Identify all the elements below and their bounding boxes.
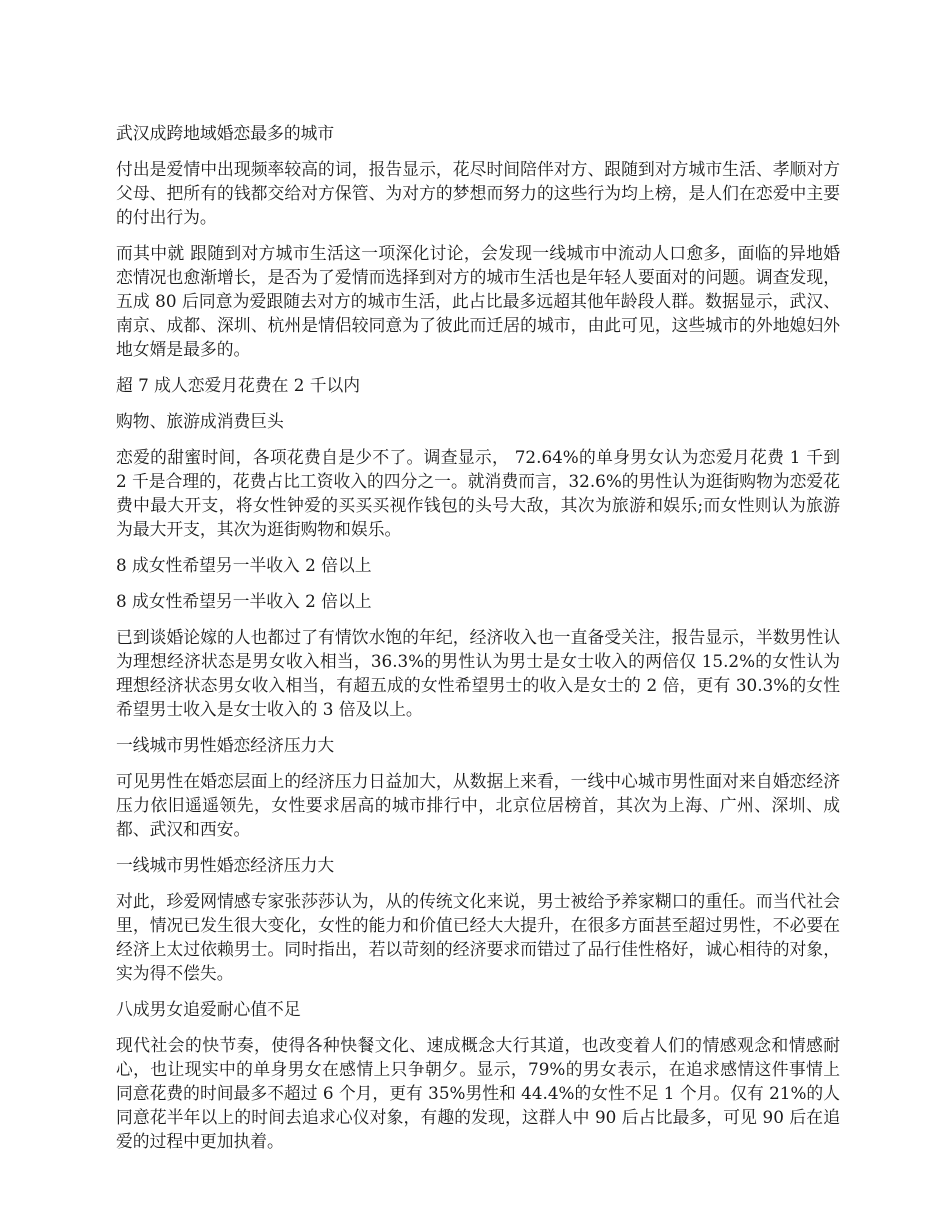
document-body bbox=[116, 121, 840, 1165]
paragraph-relocation-discussion: 而其中就 跟随到对方城市生活这一项深化讨论，会发现一线城市中流动人口愈多，面临的异地婚恋情况也愈渐增长，是否为了爱情而选择到对方的城市生活也是年轻人要面对的问题。调查发现，五成 80 后同意为爱跟随去对方的城市生活，此占比最多远超其他年龄段人群。数据显示，武汉、南京、成都、深圳、杭州是情侣较同意为了彼此而迁居的城市，由此可见，这些城市的外地媳妇外地女婿是最多的。 bbox=[116, 243, 840, 359]
paragraph-tier1-pressure: 可见男性在婚恋层面上的经济压力日益加大，从数据上来看，一线中心城市男性面对来自婚恋经济压力依旧遥遥领先，女性要求居高的城市排行中，北京位居榜首，其次为上海、广州、深圳、成都、武汉和西安。 bbox=[116, 771, 840, 839]
paragraph-spending-details: 恋爱的甜蜜时间，各项花费自是少不了。调查显示， 72.64%的单身男女认为恋爱月花费 1 千到 2 千是合理的，花费占比工资收入的四分之一。就消费而言，32.6%的男性认为逛街购物为恋爱花费中最大开支，将女性钟爱的买买买视作钱包的头号大敌，其次为旅游和娱乐;而女性则认为旅游为最大开支，其次为逛街购物和娱乐。 bbox=[116, 447, 840, 539]
paragraph-income-details: 已到谈婚论嫁的人也都过了有情饮水饱的年纪，经济收入也一直备受关注，报告显示，半数男性认为理想经济状态是男女收入相当，36.3%的男性认为男士是女士收入的两倍仅 15.2%的女性认为理想经济状态男女收入相当，有超五成的女性希望男士的收入是女士的 2 倍，更有 30.3%的女性希望男士收入是女士收入的 3 倍及以上。 bbox=[116, 627, 840, 719]
heading-income-expectation-repeat: 8 成女性希望另一半收入 2 倍以上 bbox=[116, 591, 372, 611]
heading-monthly-spending: 超 7 成人恋爱月花费在 2 千以内 bbox=[116, 375, 361, 395]
heading-shopping-travel: 购物、旅游成消费巨头 bbox=[116, 411, 284, 431]
paragraph-expert-opinion: 对此，珍爱网情感专家张莎莎认为，从的传统文化来说，男士被给予养家糊口的重任。而当代社会里，情况已发生很大变化，女性的能力和价值已经大大提升，在很多方面甚至超过男性，不必要在经济上太过依赖男士。同时指出，若以苛刻的经济要求而错过了品行佳性格好，诚心相待的对象，实为得不偿失。 bbox=[116, 891, 840, 983]
heading-tier1-pressure: 一线城市男性婚恋经济压力大 bbox=[116, 735, 335, 755]
heading-cross-region-city: 武汉成跨地域婚恋最多的城市 bbox=[116, 123, 335, 143]
paragraph-patience-details: 现代社会的快节奏，使得各种快餐文化、速成概念大行其道，也改变着人们的情感观念和情感耐心，也让现实中的单身男女在感情上只争朝夕。显示，79%的男女表示，在追求感情这件事情上同意花费的时间最多不超过 6 个月，更有 35%男性和 44.4%的女性不足 1 个月。仅有 21%的人同意花半年以上的时间去追求心仪对象，有趣的发现，这群人中 90 后占比最多，可见 90 后在追爱的过程中更加执着。 bbox=[116, 1035, 840, 1151]
heading-income-expectation: 8 成女性希望另一半收入 2 倍以上 bbox=[116, 555, 372, 575]
paragraph-giving-behaviors: 付出是爱情中出现频率较高的词，报告显示，花尽时间陪伴对方、跟随到对方城市生活、孝顺对方父母、把所有的钱都交给对方保管、为对方的梦想而努力的这些行为均上榜，是人们在恋爱中主要的付出行为。 bbox=[116, 159, 840, 227]
heading-tier1-pressure-repeat: 一线城市男性婚恋经济压力大 bbox=[116, 855, 335, 875]
heading-patience: 八成男女追爱耐心值不足 bbox=[116, 999, 301, 1019]
